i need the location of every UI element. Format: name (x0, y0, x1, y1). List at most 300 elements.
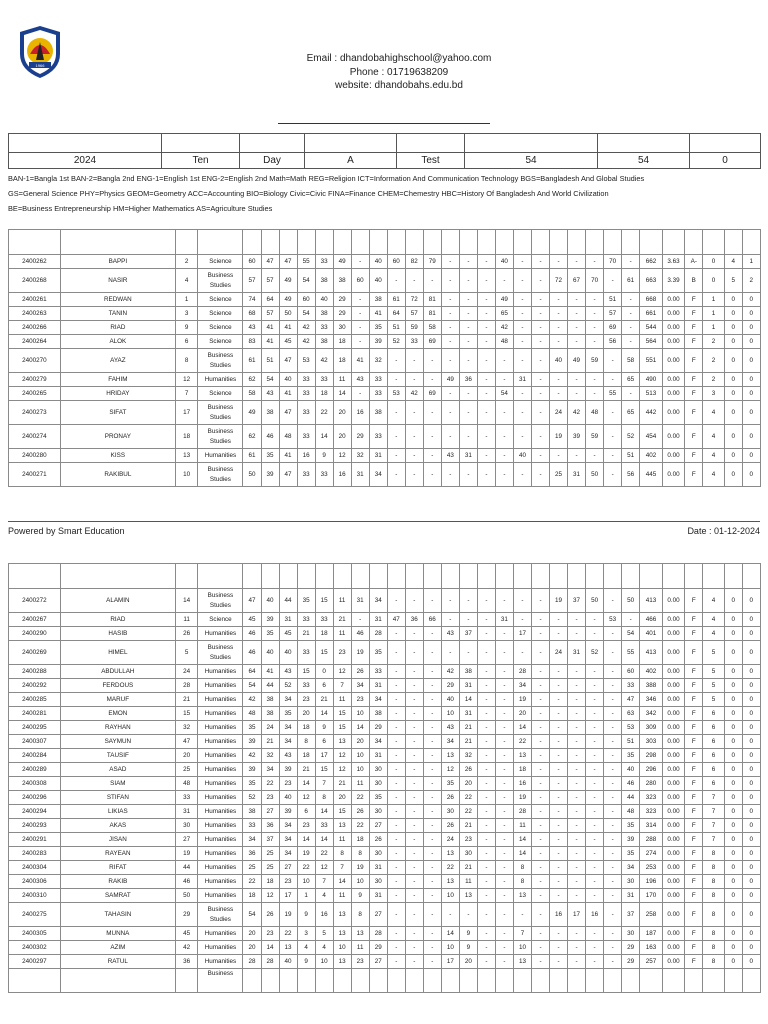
mark-cell: 0 (724, 307, 742, 321)
mark-cell: 2 (703, 349, 724, 373)
header-cell (531, 564, 549, 589)
mark-cell: - (531, 735, 549, 749)
mark-cell: - (531, 875, 549, 889)
mark-cell: 25 (261, 861, 279, 875)
mark-cell: 64 (261, 293, 279, 307)
mark-cell: 0 (742, 805, 760, 819)
mark-cell: - (405, 955, 423, 969)
mark-cell: - (423, 875, 441, 889)
mark-cell: 29 (441, 679, 459, 693)
powered-by-text: Powered by Smart Education (8, 526, 125, 536)
mark-cell: - (531, 387, 549, 401)
mark-cell: 26 (351, 805, 369, 819)
mark-cell: - (405, 875, 423, 889)
student-name-cell: RAKIB (60, 875, 175, 889)
mark-cell: 258 (640, 903, 663, 927)
roll-cell: 30 (175, 819, 198, 833)
mark-cell: - (405, 763, 423, 777)
mark-cell: 9 (459, 941, 477, 955)
mark-cell: F (685, 791, 703, 805)
header-cell (459, 230, 477, 255)
mark-cell: 29 (333, 307, 351, 321)
mark-cell: 30 (333, 321, 351, 335)
mark-cell: 20 (459, 955, 477, 969)
mark-cell: 6 (703, 735, 724, 749)
mark-cell: - (604, 679, 622, 693)
mark-cell: - (477, 833, 495, 847)
mark-cell: 0 (742, 847, 760, 861)
mark-cell: - (568, 665, 586, 679)
mark-cell: 49 (441, 373, 459, 387)
mark-cell: 34 (279, 819, 297, 833)
mark-cell: - (586, 387, 604, 401)
mark-cell: - (459, 293, 477, 307)
mark-cell: 35 (622, 847, 640, 861)
mark-cell: 54 (495, 387, 513, 401)
marks-table-1 (8, 229, 761, 487)
mark-cell: 61 (622, 269, 640, 293)
student-name-cell: HASIB (60, 627, 175, 641)
mark-cell: 13 (333, 903, 351, 927)
mark-cell: 56 (622, 463, 640, 487)
mark-cell: 0.00 (662, 721, 685, 735)
student-name-cell: RIAD (60, 613, 175, 627)
student-row (9, 589, 761, 613)
mark-cell: 0.00 (662, 613, 685, 627)
mark-cell: 21 (459, 861, 477, 875)
mark-cell: - (387, 875, 405, 889)
roll-cell: 29 (175, 903, 198, 927)
mark-cell: - (423, 679, 441, 693)
mark-cell: - (495, 425, 513, 449)
mark-cell: 0 (742, 349, 760, 373)
mark-cell: 0 (742, 721, 760, 735)
mark-cell: - (459, 589, 477, 613)
mark-cell: 45 (279, 335, 297, 349)
roll-cell: 48 (175, 777, 198, 791)
mark-cell: - (477, 875, 495, 889)
mark-cell: - (513, 903, 531, 927)
student-name-cell: FAHIM (60, 373, 175, 387)
header-cell (369, 230, 387, 255)
mark-cell: - (604, 749, 622, 763)
student-name-cell: SIAM (60, 777, 175, 791)
header-cell (703, 230, 724, 255)
mark-cell: 18 (315, 627, 333, 641)
group-cell: Humanities (198, 791, 243, 805)
mark-cell: - (622, 613, 640, 627)
mark-cell: 60 (387, 255, 405, 269)
student-row (9, 665, 761, 679)
mark-cell: 0 (742, 321, 760, 335)
mark-cell: - (550, 307, 568, 321)
mark-cell: 17 (279, 889, 297, 903)
table-header-row (9, 564, 761, 589)
mark-cell: 36 (261, 819, 279, 833)
roll-cell: 14 (175, 589, 198, 613)
mark-cell: - (513, 401, 531, 425)
header-cell (297, 230, 315, 255)
mark-cell: - (441, 269, 459, 293)
mark-cell: 23 (261, 927, 279, 941)
empty-cell (477, 969, 495, 993)
mark-cell: - (423, 819, 441, 833)
mark-cell: 30 (369, 763, 387, 777)
student-id-cell: 2400273 (9, 401, 61, 425)
mark-cell: - (477, 321, 495, 335)
mark-cell: - (604, 721, 622, 735)
mark-cell: 5 (315, 927, 333, 941)
mark-cell: - (550, 255, 568, 269)
student-name-cell: MARUF (60, 693, 175, 707)
mark-cell: - (568, 819, 586, 833)
mark-cell: 41 (261, 665, 279, 679)
mark-cell: 0 (724, 401, 742, 425)
student-id-cell: 2400280 (9, 449, 61, 463)
mark-cell: 31 (369, 613, 387, 627)
mark-cell: - (405, 627, 423, 641)
mark-cell: 34 (279, 735, 297, 749)
mark-cell: - (387, 425, 405, 449)
mark-cell: 30 (369, 805, 387, 819)
student-id-cell: 2400295 (9, 721, 61, 735)
mark-cell: 81 (423, 307, 441, 321)
mark-cell: 32 (261, 749, 279, 763)
mark-cell: 0 (724, 847, 742, 861)
mark-cell: - (531, 641, 549, 665)
mark-cell: - (622, 321, 640, 335)
mark-cell: 18 (261, 875, 279, 889)
mark-cell: - (387, 955, 405, 969)
mark-cell: 0.00 (662, 321, 685, 335)
mark-cell: - (550, 941, 568, 955)
mark-cell: 2 (742, 269, 760, 293)
mark-cell: - (351, 293, 369, 307)
mark-cell: 0.00 (662, 875, 685, 889)
mark-cell: - (459, 387, 477, 401)
mark-cell: 40 (369, 255, 387, 269)
header-cell (423, 230, 441, 255)
mark-cell: 0.00 (662, 735, 685, 749)
mark-cell: F (685, 889, 703, 903)
student-id-cell: 2400274 (9, 425, 61, 449)
mark-cell: - (495, 589, 513, 613)
group-cell: Humanities (198, 833, 243, 847)
mark-cell: 14 (459, 693, 477, 707)
mark-cell: 43 (279, 665, 297, 679)
mark-cell: 60 (297, 293, 315, 307)
mark-cell: - (351, 255, 369, 269)
mark-cell: - (550, 763, 568, 777)
mark-cell: 274 (640, 847, 663, 861)
student-row (9, 861, 761, 875)
mark-cell: - (459, 269, 477, 293)
mark-cell: - (531, 847, 549, 861)
mark-cell: - (405, 847, 423, 861)
mark-cell: - (423, 269, 441, 293)
student-row (9, 833, 761, 847)
mark-cell: 48 (495, 335, 513, 349)
roll-cell: 47 (175, 735, 198, 749)
empty-cell (369, 969, 387, 993)
mark-cell: - (477, 749, 495, 763)
mark-cell: 8 (351, 903, 369, 927)
mark-cell: - (405, 861, 423, 875)
student-id-cell: 2400291 (9, 833, 61, 847)
mark-cell: 17 (513, 627, 531, 641)
mark-cell: - (586, 307, 604, 321)
mark-cell: 51 (622, 449, 640, 463)
mark-cell: 30 (369, 777, 387, 791)
student-row (9, 735, 761, 749)
mark-cell: - (477, 941, 495, 955)
mark-cell: - (604, 693, 622, 707)
mark-cell: 0 (742, 735, 760, 749)
mark-cell: 0 (742, 693, 760, 707)
mark-cell: - (513, 425, 531, 449)
mark-cell: - (568, 955, 586, 969)
mark-cell: 65 (495, 307, 513, 321)
mark-cell: 0 (724, 805, 742, 819)
student-row (9, 255, 761, 269)
student-name-cell: SIFAT (60, 401, 175, 425)
mark-cell: - (477, 373, 495, 387)
student-name-cell: SAMRAT (60, 889, 175, 903)
mark-cell: 0 (724, 321, 742, 335)
mark-cell: 41 (279, 449, 297, 463)
mark-cell: - (423, 805, 441, 819)
mark-cell: 23 (351, 955, 369, 969)
mark-cell: - (604, 889, 622, 903)
mark-cell: 33 (315, 613, 333, 627)
mark-cell: 0.00 (662, 627, 685, 641)
mark-cell: 0 (724, 777, 742, 791)
mark-cell: 30 (441, 805, 459, 819)
mark-cell: 7 (703, 819, 724, 833)
roll-cell: 20 (175, 749, 198, 763)
mark-cell: - (568, 707, 586, 721)
empty-cell (459, 969, 477, 993)
mark-cell: 6 (703, 707, 724, 721)
mark-cell: - (513, 293, 531, 307)
mark-cell: 35 (369, 321, 387, 335)
mark-cell: - (586, 255, 604, 269)
mark-cell: 24 (441, 833, 459, 847)
mark-cell: 48 (586, 401, 604, 425)
mark-cell: - (387, 777, 405, 791)
mark-cell: - (568, 449, 586, 463)
mark-cell: 55 (297, 255, 315, 269)
mark-cell: 0.00 (662, 927, 685, 941)
mark-cell: 69 (423, 335, 441, 349)
svg-text:1966: 1966 (35, 63, 45, 68)
mark-cell: - (513, 641, 531, 665)
info-exam: Test (397, 153, 465, 169)
marks-table-2 (8, 563, 761, 993)
mark-cell: 7 (315, 777, 333, 791)
mark-cell: - (550, 955, 568, 969)
mark-cell: - (550, 387, 568, 401)
student-row (9, 749, 761, 763)
mark-cell: 1 (297, 889, 315, 903)
mark-cell: 41 (261, 335, 279, 349)
mark-cell: 0 (742, 387, 760, 401)
mark-cell: F (685, 941, 703, 955)
mark-cell: 39 (261, 463, 279, 487)
mark-cell: 544 (640, 321, 663, 335)
mark-cell: 52 (387, 335, 405, 349)
mark-cell: 40 (550, 349, 568, 373)
student-name-cell: MUNNA (60, 927, 175, 941)
mark-cell: - (477, 763, 495, 777)
mark-cell: - (531, 589, 549, 613)
mark-cell: 442 (640, 401, 663, 425)
mark-cell: 13 (441, 847, 459, 861)
mark-cell: - (550, 889, 568, 903)
mark-cell: - (387, 749, 405, 763)
mark-cell: 0.00 (662, 955, 685, 969)
mark-cell: 9 (297, 903, 315, 927)
mark-cell: 66 (423, 613, 441, 627)
student-row (9, 941, 761, 955)
mark-cell: - (405, 679, 423, 693)
mark-cell: 0.00 (662, 693, 685, 707)
mark-cell: - (441, 293, 459, 307)
mark-cell: 30 (622, 875, 640, 889)
mark-cell: 388 (640, 679, 663, 693)
mark-cell: 9 (297, 955, 315, 969)
mark-cell: 11 (333, 589, 351, 613)
mark-cell: - (531, 321, 549, 335)
mark-cell: 25 (550, 463, 568, 487)
mark-cell: 19 (297, 847, 315, 861)
student-name-cell: AYAZ (60, 349, 175, 373)
mark-cell: 47 (387, 613, 405, 627)
mark-cell: - (568, 255, 586, 269)
mark-cell: - (423, 665, 441, 679)
mark-cell: 42 (495, 321, 513, 335)
student-id-cell: 2400290 (9, 627, 61, 641)
mark-cell: - (495, 721, 513, 735)
footer-separator (8, 521, 760, 522)
mark-cell: 41 (261, 321, 279, 335)
mark-cell: 14 (333, 875, 351, 889)
mark-cell: 7 (333, 679, 351, 693)
mark-cell: 59 (586, 349, 604, 373)
mark-cell: - (477, 955, 495, 969)
mark-cell: - (531, 269, 549, 293)
mark-cell: 1 (703, 321, 724, 335)
mark-cell: 31 (369, 861, 387, 875)
header-cell (405, 230, 423, 255)
mark-cell: 29 (351, 425, 369, 449)
group-cell: Humanities (198, 707, 243, 721)
mark-cell: - (550, 707, 568, 721)
mark-cell: 43 (441, 627, 459, 641)
mark-cell: 23 (261, 791, 279, 805)
mark-cell: - (495, 707, 513, 721)
mark-cell: - (441, 349, 459, 373)
mark-cell: 26 (441, 791, 459, 805)
student-row (9, 373, 761, 387)
roll-cell: 42 (175, 941, 198, 955)
mark-cell: - (513, 307, 531, 321)
mark-cell: 19 (550, 589, 568, 613)
mark-cell: - (441, 903, 459, 927)
mark-cell: - (550, 627, 568, 641)
mark-cell: F (685, 449, 703, 463)
mark-cell: - (441, 463, 459, 487)
mark-cell: 14 (315, 425, 333, 449)
mark-cell: 5 (703, 665, 724, 679)
student-row (9, 387, 761, 401)
mark-cell: - (604, 927, 622, 941)
mark-cell: - (405, 903, 423, 927)
student-row (9, 335, 761, 349)
mark-cell: - (604, 861, 622, 875)
mark-cell: 47 (279, 401, 297, 425)
mark-cell: - (604, 707, 622, 721)
group-cell: Science (198, 307, 243, 321)
mark-cell: 15 (333, 707, 351, 721)
mark-cell: 6 (703, 749, 724, 763)
empty-cell (441, 969, 459, 993)
mark-cell: 33 (315, 373, 333, 387)
mark-cell: - (604, 805, 622, 819)
student-id-cell: 2400267 (9, 613, 61, 627)
roll-cell: 1 (175, 293, 198, 307)
mark-cell: - (604, 791, 622, 805)
mark-cell: - (513, 255, 531, 269)
group-cell: Science (198, 321, 243, 335)
mark-cell: - (423, 707, 441, 721)
mark-cell: - (387, 791, 405, 805)
mark-cell: 29 (622, 941, 640, 955)
mark-cell: 11 (333, 833, 351, 847)
mark-cell: - (568, 735, 586, 749)
header-cell (640, 230, 663, 255)
mark-cell: - (568, 693, 586, 707)
mark-cell: 33 (297, 679, 315, 693)
mark-cell: - (604, 941, 622, 955)
student-name-cell: KISS (60, 449, 175, 463)
mark-cell: 0 (742, 749, 760, 763)
mark-cell: 15 (297, 665, 315, 679)
mark-cell: 0.00 (662, 777, 685, 791)
mark-cell: 12 (333, 449, 351, 463)
mark-cell: 31 (459, 679, 477, 693)
mark-cell: 37 (459, 627, 477, 641)
mark-cell: 257 (640, 955, 663, 969)
mark-cell: 33 (297, 387, 315, 401)
mark-cell: - (477, 903, 495, 927)
mark-cell: 24 (261, 721, 279, 735)
mark-cell: - (568, 847, 586, 861)
student-row (9, 927, 761, 941)
mark-cell: - (405, 735, 423, 749)
mark-cell: - (477, 777, 495, 791)
header-cell (351, 230, 369, 255)
mark-cell: 58 (622, 349, 640, 373)
mark-cell: 41 (279, 321, 297, 335)
mark-cell: - (477, 805, 495, 819)
mark-cell: - (568, 749, 586, 763)
mark-cell: 0.00 (662, 941, 685, 955)
mark-cell: 22 (459, 791, 477, 805)
mark-cell: 16 (513, 777, 531, 791)
mark-cell: 0 (742, 401, 760, 425)
mark-cell: - (604, 763, 622, 777)
